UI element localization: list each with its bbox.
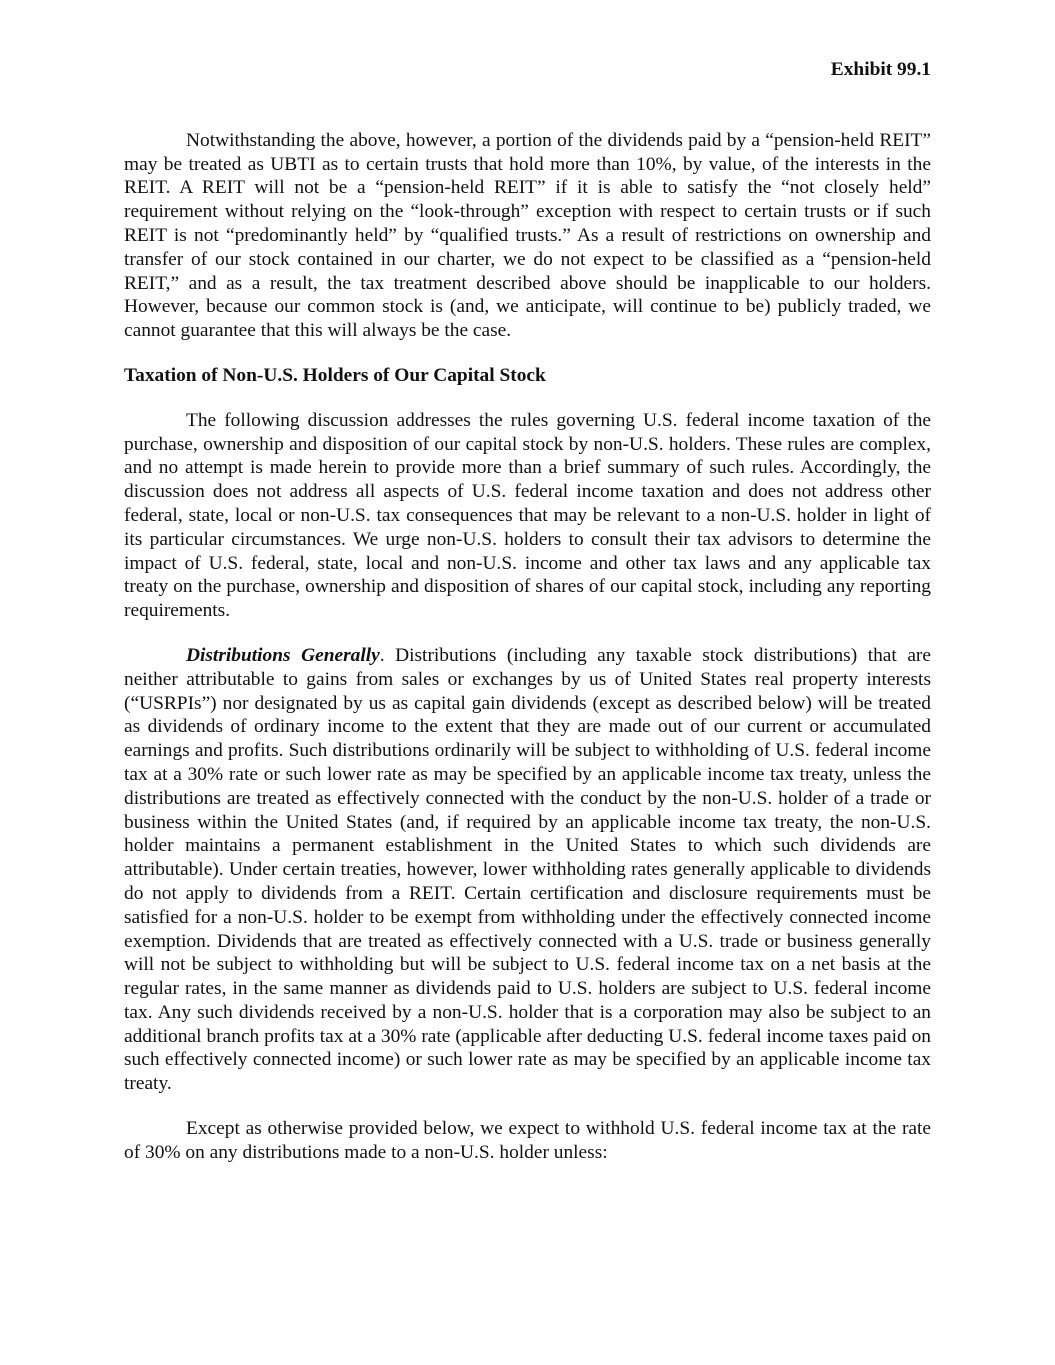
exhibit-label: Exhibit 99.1 xyxy=(830,59,931,80)
distributions-generally-body: . Distributions (including any taxable stock distributions) that are neither attributable to gains from sales or exchanges by us of United States real property interests (“USRPIs”) nor designated by us as capital gain dividends (except as described below) will be treated as dividends of ordinary income to the extent that they are made out of our current or accumulated earnings and profits. Such distributions ordinarily will be subject to withholding of U.S. federal income tax at a 30% rate or such lower rate as may be specified by an applicable income tax treaty, unless the distributions are treated as effectively connected with the conduct by the non-U.S. holder of a trade or business within the United States (and, if required by an applicable income tax treaty, the non-U.S. holder maintains a permanent establishment in the United States to which such dividends are attributable). Under certain treaties, however, lower withholding rates generally applicable to dividends do not apply to dividends from a REIT. Certain certification and disclosure requirements must be satisfied for a non-U.S. holder to be exempt from withholding under the effectively connected income exemption. Dividends that are treated as effectively connected with a U.S. trade or business generally will not be subject to withholding but will be subject to U.S. federal income tax on a net basis at the regular rates, in the same manner as dividends paid to U.S. holders are subject to U.S. federal income tax. Any such dividends received by a non-U.S. holder that is a corporation may also be subject to an additional branch profits tax at a 30% rate (applicable after deducting U.S. federal income taxes paid on such effectively connected income) or such lower rate as may be specified by an applicable income tax treaty. xyxy=(124,644,931,1095)
distributions-generally-lead: Distributions Generally xyxy=(186,644,380,666)
paragraph-distributions-generally xyxy=(124,644,931,1096)
paragraph-pension-held-reit: Notwithstanding the above, however, a portion of the dividends paid by a “pension-held REIT” may be treated as UBTI as to certain trusts that hold more than 10%, by value, of the interests in the REIT. A REIT will not be a “pension-held REIT” if it is able to satisfy the “not closely held” requirement without relying on the “look-through” exception with respect to certain trusts or if such REIT is not “predominantly held” by “qualified trusts.” As a result of restrictions on ownership and transfer of our stock contained in our charter, we do not expect to be classified as a “pension-held REIT,” and as a result, the tax treatment described above should be inapplicable to our holders. However, because our common stock is (and, we anticipate, will continue to be) publicly traded, we cannot guarantee that this will always be the case. xyxy=(124,129,931,342)
section-heading: Taxation of Non-U.S. Holders of Our Capital Stock xyxy=(124,364,546,386)
paragraph-withholding: Except as otherwise provided below, we expect to withhold U.S. federal income tax at the rate of 30% on any distributions made to a non-U.S. holder unless: xyxy=(124,1118,931,1163)
paragraph-non-us-holders-intro: The following discussion addresses the rules governing U.S. federal income taxation of the purchase, ownership and disposition of our capital stock by non-U.S. holders. These rules are complex, and no attempt is made herein to provide more than a brief summary of such rules. Accordingly, the discussion does not address all aspects of U.S. federal income taxation and does not address other federal, state, local or non-U.S. tax consequences that may be relevant to a non-U.S. holder in light of its particular circumstances. We urge non-U.S. holders to consult their tax advisors to determine the impact of U.S. federal, state, local and non-U.S. income and other tax laws and any applicable tax treaty on the purchase, ownership and disposition of shares of our capital stock, including any reporting requirements. xyxy=(124,409,931,622)
document-page xyxy=(124,58,931,1186)
